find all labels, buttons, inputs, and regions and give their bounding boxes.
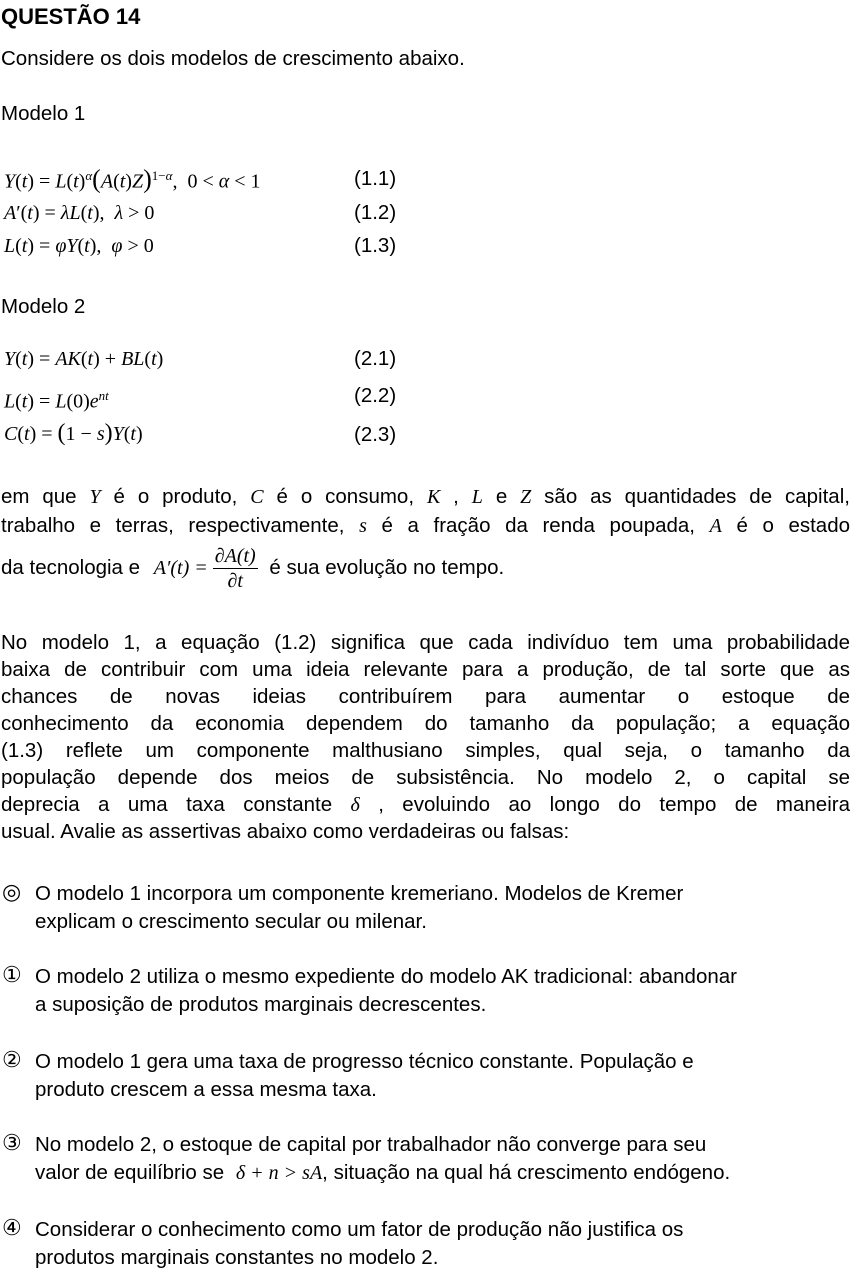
definitions-line-2: trabalho e terras, respectivamente, s é a fração da renda poupada, A é o estado [1, 514, 851, 537]
model1-label: Modelo 1 [1, 102, 86, 125]
derivative-fraction: $\frac{\partial A(t)}{\partial t}$ [214, 545, 256, 592]
equation-1-2: A′(t) = λL(t), λ > 0 [4, 202, 155, 224]
equation-1-1: $Y(t) = L(t)^\alpha(A(t)Z)^{1-\alpha}$, 0 < α < 1 [4, 164, 261, 194]
option-0-line2: explicam o crescimento secular ou milenar. [35, 910, 427, 933]
option-4-line2: produtos marginais constantes no modelo 2. [35, 1246, 439, 1269]
equation-number: (2.3) [354, 423, 397, 446]
paragraph-line: conhecimento da economia dependem do tamanho da população; a equação [1, 712, 850, 735]
equation-2-1: Y(t) = AK(t) + BL(t) [4, 348, 164, 370]
equation-number: (2.1) [354, 347, 397, 370]
definitions-line-3: da tecnologia e A′(t) = $\frac{\partial A(t)}{\partial t}$ é sua evolução no tempo. [1, 545, 505, 592]
paragraph-line: população depende dos meios de subsistência. No modelo 2, o capital se [1, 766, 850, 789]
equation-2-3: C(t) = (1 − s)Y(t) [4, 420, 143, 446]
intro-text: Considere os dois modelos de crescimento abaixo. [1, 47, 465, 70]
option-3-line2: valor de equilíbrio se δ + n > sA, situação na qual há crescimento endógeno. [35, 1161, 731, 1184]
option-1-line1: O modelo 2 utiliza o mesmo expediente do modelo AK tradicional: abandonar [35, 965, 737, 988]
equation-number: (1.3) [354, 234, 397, 257]
option-1-marker-icon: ① [2, 962, 22, 987]
paragraph-line: chances de novas ideias contribuírem para aumentar o estoque de [1, 685, 850, 708]
option-4-marker-icon: ④ [2, 1215, 22, 1240]
option-2-line2: produto crescem a essa mesma taxa. [35, 1078, 377, 1101]
paragraph-line: usual. Avalie as assertivas abaixo como verdadeiras ou falsas: [1, 820, 570, 843]
definitions-line-1: em que Y é o produto, C é o consumo, K , L e Z são as quantidades de capital, [1, 485, 850, 508]
option-3-marker-icon: ③ [2, 1130, 22, 1155]
paragraph-line: (1.3) reflete um componente malthusiano simples, qual seja, o tamanho da [1, 739, 850, 762]
equation-2-2: $L(t) = L(0)e^{nt}$ [4, 388, 109, 413]
equation-number: (2.2) [354, 384, 397, 407]
equation-number: (1.2) [354, 201, 397, 224]
equation-number: (1.1) [354, 167, 397, 190]
model2-label: Modelo 2 [1, 295, 86, 318]
option-2-line1: O modelo 1 gera uma taxa de progresso técnico constante. População e [35, 1050, 694, 1073]
equation-1-3: L(t) = φY(t), φ > 0 [4, 235, 154, 257]
question-title: QUESTÃO 14 [1, 4, 141, 29]
paragraph-line: baixa de contribuir com uma ideia relevante para a produção, de tal sorte que as [1, 658, 850, 681]
option-0-marker-icon: ◎ [2, 879, 22, 904]
option-3-line1: No modelo 2, o estoque de capital por trabalhador não converge para seu [35, 1133, 707, 1156]
paragraph-line: No modelo 1, a equação (1.2) significa que cada indivíduo tem uma probabilidade [1, 631, 850, 654]
option-0-line1: O modelo 1 incorpora um componente kremeriano. Modelos de Kremer [35, 882, 684, 905]
option-4-line1: Considerar o conhecimento como um fator de produção não justifica os [35, 1218, 684, 1241]
paragraph-line-delta: deprecia a uma taxa constante δ , evoluindo ao longo do tempo de maneira [1, 793, 850, 816]
option-2-marker-icon: ② [2, 1047, 22, 1072]
option-1-line2: a suposição de produtos marginais decrescentes. [35, 993, 487, 1016]
